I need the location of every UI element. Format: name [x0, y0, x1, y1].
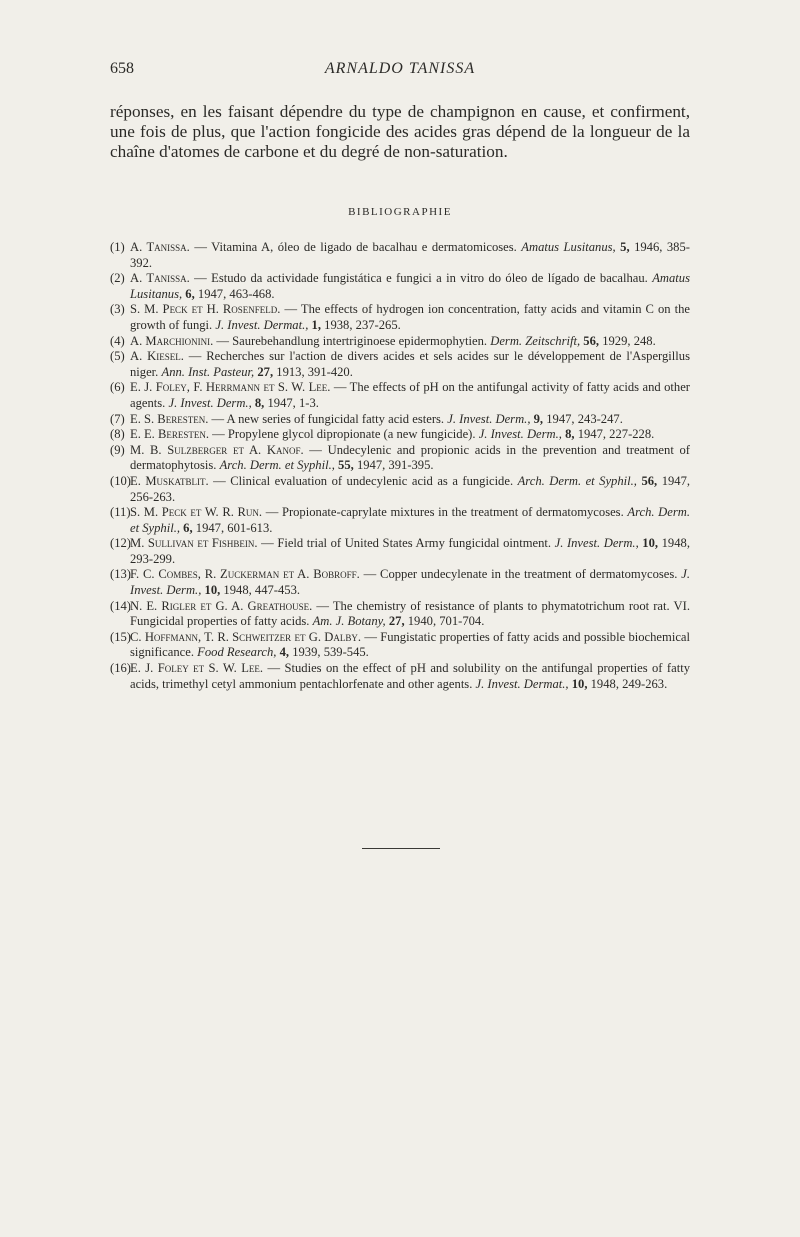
reference-number: (10): [110, 473, 131, 488]
reference-number: (7): [110, 411, 125, 426]
reference-separator: —: [312, 598, 333, 613]
reference-journal: Food Research,: [197, 645, 277, 660]
reference-details: 1947, 463-468.: [197, 286, 275, 301]
reference-journal: J. Invest. Dermat.,: [475, 676, 569, 691]
intro-paragraph: réponses, en les faisant dépendre du type de champignon en cause, et confirment, une fois de plus, que l'action fongicide des acides gras dépend de la longueur de la chaîne d'atomes de carbone et du degré de non-saturation.: [110, 102, 690, 161]
reference-item: [110, 505, 690, 536]
reference-volume: 27,: [257, 364, 274, 379]
reference-item: [110, 334, 690, 350]
reference-journal: Derm. Zeitschrift,: [490, 333, 581, 348]
reference-number: (2): [110, 271, 125, 286]
reference-journal: J. Invest. Derm.,: [447, 411, 531, 426]
reference-journal: Am. J. Botany,: [312, 614, 386, 629]
reference-separator: —: [262, 505, 282, 520]
page-header: [110, 60, 690, 84]
reference-details: 1929, 248.: [602, 333, 656, 348]
reference-authors: E. E. Beresten.: [130, 427, 210, 442]
reference-details: 1939, 539-545.: [292, 645, 369, 660]
running-title: ARNALDO TANISSA: [324, 60, 476, 77]
reference-authors: F. C. Combes, R. Zuckerman et A. Bobroff.: [130, 567, 360, 582]
reference-number: (15): [110, 629, 131, 644]
reference-text: Estudo da actividade fungistática e fungici a in vitro do óleo de lígado de bacalhau.: [211, 271, 648, 286]
reference-number: (11): [110, 505, 131, 520]
reference-number: (4): [110, 333, 125, 348]
reference-separator: —: [189, 271, 212, 286]
reference-journal: Arch. Derm. et Syphil.,: [219, 458, 335, 473]
reference-journal: J. Invest. Dermat.,: [215, 317, 309, 332]
reference-text: Propionate-caprylate mixtures in the treatment of dermatomycoses.: [281, 505, 624, 520]
reference-item: [110, 271, 690, 302]
reference-authors: N. E. Rigler et G. A. Greathouse.: [130, 598, 313, 613]
reference-authors: M. Sullivan et Fishbein.: [130, 536, 258, 551]
reference-text: Vitamina A, óleo de ligado de bacalhau e dermatomicoses.: [211, 240, 517, 254]
reference-journal: Amatus Lusitanus,: [521, 240, 616, 254]
reference-list: [110, 240, 690, 692]
reference-separator: —: [263, 661, 285, 676]
reference-authors: E. J. Foley et S. W. Lee.: [130, 661, 264, 676]
reference-text: Copper undecylenate in the treatment of dermatomycoses.: [380, 567, 678, 582]
reference-volume: 10,: [204, 583, 221, 598]
reference-number: (9): [110, 442, 125, 457]
reference-journal: Ann. Inst. Pasteur,: [161, 364, 255, 379]
reference-details: 1948, 249-263.: [590, 676, 668, 691]
reference-details: 1947, 601-613.: [195, 520, 273, 535]
reference-text: The effects of pH on the antifungal activity of fatty acids and other agents.: [130, 380, 690, 410]
reference-authors: C. Hoffmann, T. R. Schweitzer et G. Dalby.: [130, 629, 362, 644]
reference-number: (14): [110, 598, 131, 613]
reference-item: [110, 536, 690, 567]
reference-text: A new series of fungicidal fatty acid esters.: [226, 411, 445, 426]
reference-volume: 9,: [533, 411, 544, 426]
reference-details: 1948, 293-299.: [130, 536, 690, 566]
reference-text: Saurebehandlung intertriginoese epidermophytien.: [232, 333, 488, 348]
reference-journal: Arch. Derm. et Syphil.,: [130, 505, 691, 535]
reference-number: (8): [110, 427, 125, 442]
reference-item: [110, 599, 690, 630]
reference-item: [110, 443, 690, 474]
reference-volume: 4,: [279, 645, 290, 660]
reference-separator: —: [257, 536, 278, 551]
reference-details: 1947, 243-247.: [546, 411, 623, 426]
reference-item: [110, 380, 690, 411]
reference-journal: J. Invest. Derm.,: [478, 427, 562, 442]
reference-item: [110, 412, 690, 428]
reference-text: Field trial of United States Army fungicidal ointment.: [277, 536, 552, 551]
reference-journal: Amatus Lusitanus,: [130, 271, 690, 301]
reference-item: [110, 240, 690, 271]
reference-authors: E. Muskatblit.: [130, 473, 209, 488]
reference-volume: 1,: [311, 317, 321, 332]
reference-details: 1940, 701-704.: [407, 614, 485, 629]
reference-volume: 8,: [565, 427, 575, 442]
reference-details: 1948, 447-453.: [223, 583, 301, 598]
reference-volume: 56,: [583, 333, 600, 348]
reference-authors: M. B. Sulzberger et A. Kanof.: [130, 442, 304, 457]
bibliography-title: BIBLIOGRAPHIE: [348, 206, 452, 218]
reference-text: Fungistatic properties of fatty acids and possible biochemical significance.: [130, 629, 690, 660]
reference-text: The chemistry of resistance of plants to phymatotrichum root rat. VI. Fungicidal properties of fatty acids.: [130, 598, 690, 629]
reference-separator: —: [361, 629, 381, 644]
reference-details: 1946, 385-392.: [130, 240, 690, 270]
reference-number: (13): [110, 567, 131, 582]
reference-details: 1913, 391-420.: [276, 364, 353, 379]
reference-journal: J. Invest. Derm.,: [554, 536, 639, 551]
reference-details: 1947, 256-263.: [130, 473, 691, 504]
reference-volume: 27,: [388, 614, 405, 629]
reference-authors: E. J. Foley, F. Herrmann et S. W. Lee.: [130, 380, 331, 395]
reference-separator: —: [208, 473, 231, 488]
reference-authors: A. Marchionini.: [130, 333, 214, 348]
reference-details: 1947, 227-228.: [577, 427, 655, 442]
reference-number: (1): [110, 240, 125, 254]
section-divider: [362, 848, 440, 849]
reference-text: Undecylenic and propionic acids in the prevention and treatment of dermatophytosis.: [130, 442, 690, 473]
reference-item: [110, 474, 690, 505]
reference-authors: S. M. Peck et H. Rosenfeld.: [130, 302, 281, 317]
reference-details: 1938, 237-265.: [324, 317, 401, 332]
reference-volume: 6,: [185, 286, 195, 301]
reference-volume: 8,: [254, 395, 265, 410]
reference-details: 1947, 391-395.: [356, 458, 434, 473]
reference-number: (16): [110, 661, 131, 676]
reference-volume: 10,: [571, 676, 588, 691]
reference-volume: 10,: [642, 536, 659, 551]
reference-journal: Arch. Derm. et Syphil.,: [517, 473, 637, 488]
reference-journal: J. Invest. Derm.,: [168, 395, 252, 410]
reference-separator: —: [359, 567, 381, 582]
reference-item: [110, 302, 690, 333]
reference-separator: —: [280, 302, 301, 317]
reference-separator: —: [330, 380, 350, 395]
reference-volume: 56,: [641, 473, 658, 488]
reference-authors: A. Kiesel.: [130, 349, 184, 364]
reference-separator: —: [209, 427, 228, 442]
reference-item: [110, 349, 690, 380]
reference-separator: —: [213, 333, 233, 348]
reference-separator: —: [208, 411, 227, 426]
reference-authors: E. S. Beresten.: [130, 411, 209, 426]
page-number: 658: [110, 60, 134, 77]
reference-text: Clinical evaluation of undecylenic acid as a fungicide.: [230, 473, 514, 488]
reference-item: [110, 661, 690, 692]
reference-number: (6): [110, 380, 125, 395]
reference-authors: A. Tanissa.: [130, 271, 190, 286]
reference-item: [110, 567, 690, 598]
reference-text: Studies on the effect of pH and solubility on the antifungal properties of fatty acids, trimethyl cetyl ammonium pentachlorfenate and other agents.: [130, 661, 690, 691]
reference-number: (3): [110, 302, 125, 317]
reference-separator: —: [303, 442, 328, 457]
reference-authors: S. M. Peck et W. R. Run.: [130, 505, 263, 520]
reference-item: [110, 427, 690, 443]
reference-volume: 5,: [620, 240, 630, 254]
reference-item: [110, 630, 690, 661]
reference-volume: 6,: [183, 520, 193, 535]
reference-text: The effects of hydrogen ion concentration, fatty acids and vitamin C on the growth of fungi.: [130, 302, 690, 332]
reference-separator: —: [189, 240, 212, 254]
reference-number: (12): [110, 536, 131, 551]
reference-text: Propylene glycol dipropionate (a new fungicide).: [227, 427, 476, 442]
reference-separator: —: [183, 349, 207, 364]
reference-details: 1947, 1-3.: [267, 395, 319, 410]
reference-volume: 55,: [338, 458, 354, 473]
reference-text: Recherches sur l'action de divers acides et sels acides sur le développement de l'Aspergillus niger.: [130, 349, 690, 379]
reference-journal: J. Invest. Derm.,: [130, 567, 691, 598]
reference-authors: A. Tanissa.: [130, 240, 190, 254]
reference-number: (5): [110, 349, 125, 364]
